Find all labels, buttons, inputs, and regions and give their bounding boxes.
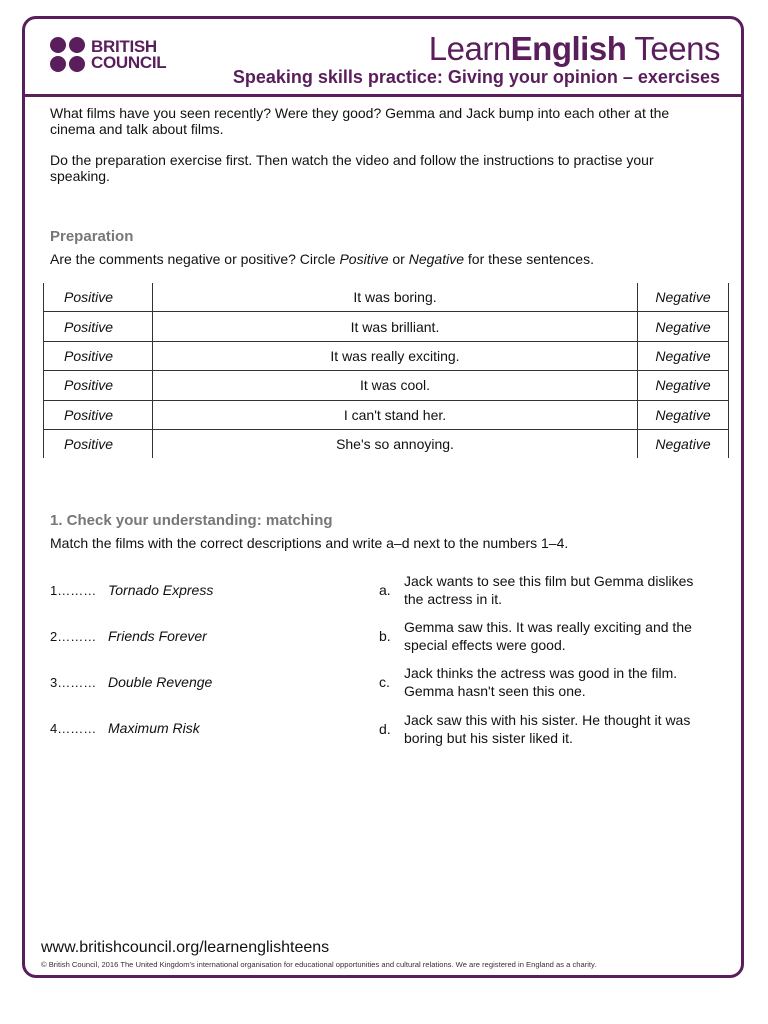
footer-copyright: © British Council, 2016 The United Kingdom's international organisation for educational opportunities and cultural relations. We are registered in England as a charity.: [41, 960, 597, 969]
film-item: [50, 674, 212, 690]
sentence: It was really exciting.: [153, 341, 638, 370]
logo-line1: BRITISH: [91, 36, 157, 56]
brand-learn: Learn: [428, 30, 511, 67]
positive-option[interactable]: Positive: [44, 371, 153, 400]
sentence: It was boring.: [353, 289, 437, 306]
film-title: Maximum Risk: [108, 720, 200, 736]
learnenglish-teens-brand: [429, 30, 720, 68]
film-title: Double Revenge: [108, 674, 213, 690]
positive-option[interactable]: Positive: [44, 283, 153, 312]
answer-blank[interactable]: 2………: [50, 629, 97, 644]
film-item: [50, 582, 213, 598]
logo-dots-icon: [50, 37, 85, 72]
british-council-logo: [50, 37, 166, 72]
negative-option[interactable]: Negative: [638, 341, 729, 370]
negative-option[interactable]: Negative: [638, 312, 729, 341]
footer-url[interactable]: www.britishcouncil.org/learnenglishteens: [41, 939, 330, 956]
sentence: It was cool.: [153, 371, 638, 400]
preparation-table: [43, 283, 729, 458]
description-text: Jack wants to see this film but Gemma dislikes the actress in it.: [404, 573, 694, 607]
positive-option[interactable]: Positive: [44, 429, 153, 458]
film-item: [50, 720, 200, 736]
description-item: [379, 711, 714, 747]
matching-heading: 1. Check your understanding: matching: [50, 512, 333, 529]
description-item: [379, 572, 714, 608]
description-text: Jack thinks the actress was good in the film. Gemma hasn't seen this one.: [404, 665, 678, 699]
logo-line2: COUNCIL: [91, 52, 167, 72]
description-item: [379, 618, 714, 654]
negative-option[interactable]: Negative: [638, 283, 729, 312]
answer-blank[interactable]: 1………: [50, 583, 97, 598]
intro-paragraph-1: What films have you seen recently? Were they good? Gemma and Jack bump into each other at the cinema and talk about films.: [50, 105, 670, 137]
negative-option[interactable]: Negative: [638, 429, 729, 458]
positive-option[interactable]: Positive: [44, 312, 153, 341]
matching-instruction: Match the films with the correct descriptions and write a–d next to the numbers 1–4.: [50, 535, 569, 551]
positive-option[interactable]: Positive: [44, 341, 153, 370]
brand-english: English: [510, 30, 627, 67]
intro-paragraph-2: Do the preparation exercise first. Then watch the video and follow the instructions to practise your speaking.: [50, 152, 654, 184]
preparation-instruction: Are the comments negative or positive? Circle Positive or Negative for these sentences.: [50, 251, 594, 267]
negative-option[interactable]: Negative: [638, 371, 729, 400]
sentence: I can't stand her.: [153, 400, 638, 429]
film-title: Tornado Express: [108, 582, 214, 598]
description-letter: a.: [379, 582, 391, 598]
film-item: [50, 628, 207, 644]
description-letter: d.: [379, 721, 391, 737]
description-letter: b.: [379, 628, 391, 644]
film-title: Friends Forever: [108, 628, 207, 644]
answer-blank[interactable]: 4………: [50, 721, 97, 736]
header-divider: [25, 94, 744, 97]
table-row: [44, 283, 729, 312]
table-row: [44, 341, 729, 370]
table-row: [44, 429, 729, 458]
table-row: [44, 371, 729, 400]
brand-teens: Teens: [626, 30, 720, 67]
page-title: Speaking skills practice: Giving your opinion – exercises: [232, 67, 720, 87]
description-text: Jack saw this with his sister. He thought it was boring but his sister liked it.: [404, 712, 691, 746]
description-text: Gemma saw this. It was really exciting and the special effects were good.: [404, 619, 692, 653]
answer-blank[interactable]: 3………: [50, 675, 97, 690]
description-letter: c.: [379, 674, 390, 690]
description-item: [379, 664, 714, 700]
table-row: [44, 312, 729, 341]
positive-option[interactable]: Positive: [44, 400, 153, 429]
negative-option[interactable]: Negative: [638, 400, 729, 429]
table-row: [44, 400, 729, 429]
sentence: She's so annoying.: [153, 429, 638, 458]
preparation-heading: Preparation: [50, 228, 134, 245]
sentence: It was brilliant.: [153, 312, 638, 341]
